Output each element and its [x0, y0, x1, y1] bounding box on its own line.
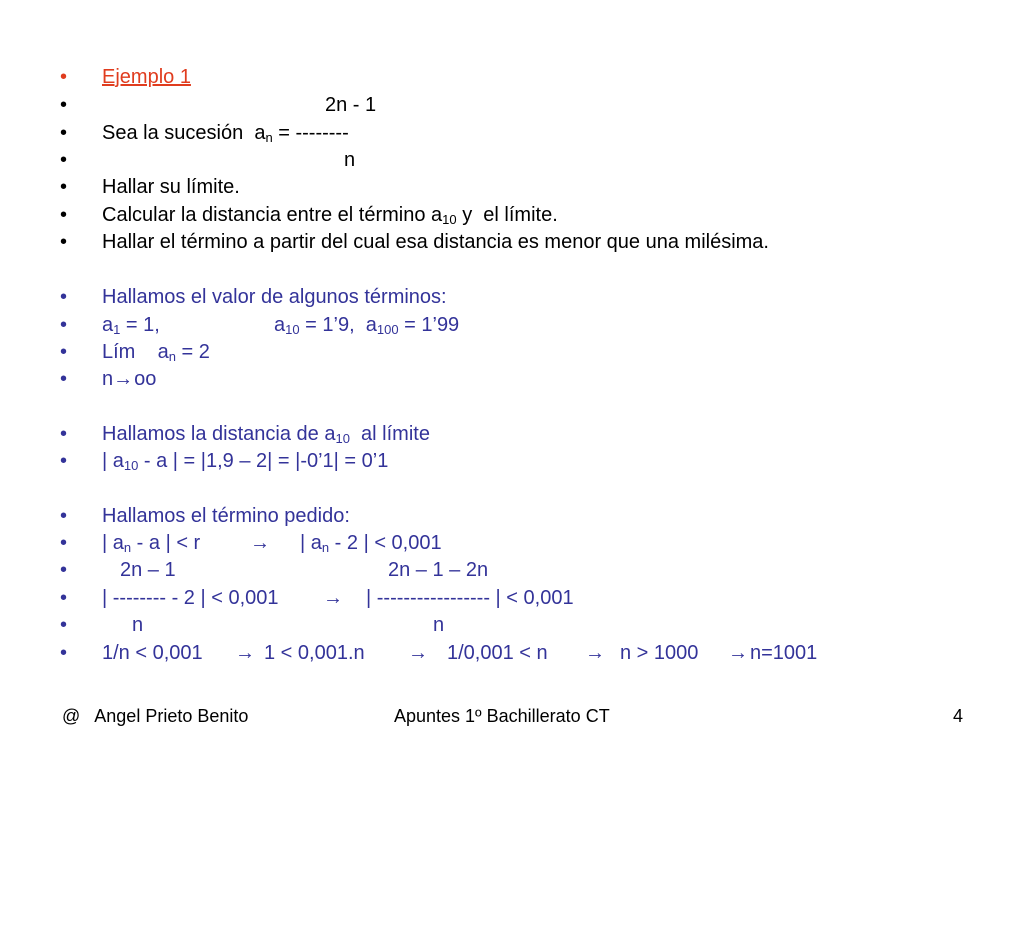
- bullet: •: [60, 314, 68, 336]
- task-term: Hallar el término a partir del cual esa distancia es menor que una milésima.: [102, 231, 769, 253]
- bullet: •: [60, 368, 68, 390]
- part2-heading: Hallamos la distancia de $a_{10}$ al límite: [102, 423, 430, 446]
- part3-heading: Hallamos el término pedido:: [102, 505, 350, 527]
- bullet: •: [60, 176, 68, 198]
- bullet: •: [60, 286, 68, 308]
- numerator-left: 2n – 1: [120, 559, 176, 581]
- inequality-specific: | $a_n - 2$ | < 0,001: [300, 532, 442, 555]
- arrow-icon: →: [408, 642, 428, 664]
- bullet: •: [60, 94, 68, 116]
- bullet: •: [60, 587, 68, 609]
- bullet: •: [60, 532, 68, 554]
- denominator-right: n: [433, 614, 445, 636]
- numerator-right: 2n – 1 – 2n: [388, 559, 489, 581]
- final-step-1: 1/n < 0,001: [102, 642, 203, 664]
- statement-sequence: Sea la sucesión $a_n$ = --------: [102, 122, 349, 145]
- bullet: •: [60, 149, 68, 171]
- bullet: •: [60, 423, 68, 445]
- denominator-left: n: [132, 614, 144, 636]
- bullet: •: [60, 642, 68, 664]
- fraction-left: | -------- - 2 | < 0,001: [102, 587, 279, 609]
- arrow-icon: →: [113, 368, 134, 390]
- limit-expression: Lím $a_n = 2$: [102, 341, 210, 364]
- statement-denominator: n: [344, 149, 356, 171]
- final-step-2: 1 < 0,001.n: [264, 642, 365, 664]
- bullet: •: [60, 614, 68, 636]
- task-distance: Calcular la distancia entre el término $a_{10}$ y el límite.: [102, 204, 558, 227]
- arrow-icon: →: [728, 642, 748, 664]
- fraction-right: | ----------------- | < 0,001: [366, 587, 574, 609]
- final-answer: n=1001: [750, 642, 818, 664]
- footer-page-number: 4: [953, 706, 964, 726]
- footer-course: Apuntes 1º Bachillerato CT: [394, 706, 610, 726]
- arrow-icon: →: [585, 642, 605, 664]
- statement-numerator: 2n - 1: [325, 94, 377, 116]
- bullet: •: [60, 66, 68, 88]
- limit-n-infinity: n→oo: [102, 368, 157, 390]
- bullet: •: [60, 450, 68, 472]
- bullet: •: [60, 559, 68, 581]
- bullet: •: [60, 231, 68, 253]
- part1-heading: Hallamos el valor de algunos términos:: [102, 286, 447, 308]
- arrow-icon: →: [250, 532, 270, 554]
- value-a10-a100: $a_{10}$ = 1’9, $a_{100}$ = 1’99: [274, 314, 460, 337]
- distance-calculation: | $a_{10}$ - a | = |1,9 – 2| = |-0’1| = 0’1: [102, 450, 389, 473]
- inequality-general: | $a_n$ - a | < r: [102, 532, 201, 555]
- slide-title: Ejemplo 1: [102, 66, 191, 88]
- bullet: •: [60, 204, 68, 226]
- value-a1: $a_1 = 1$,: [102, 314, 160, 337]
- task-limit: Hallar su límite.: [102, 176, 240, 198]
- final-step-4: n > 1000: [620, 642, 699, 664]
- bullet: •: [60, 341, 68, 363]
- final-step-3: 1/0,001 < n: [447, 642, 548, 664]
- bullet: •: [60, 505, 68, 527]
- arrow-icon: →: [235, 642, 255, 664]
- footer-author: @ Angel Prieto Benito: [62, 706, 249, 726]
- arrow-icon: →: [323, 587, 343, 609]
- bullet: •: [60, 122, 68, 144]
